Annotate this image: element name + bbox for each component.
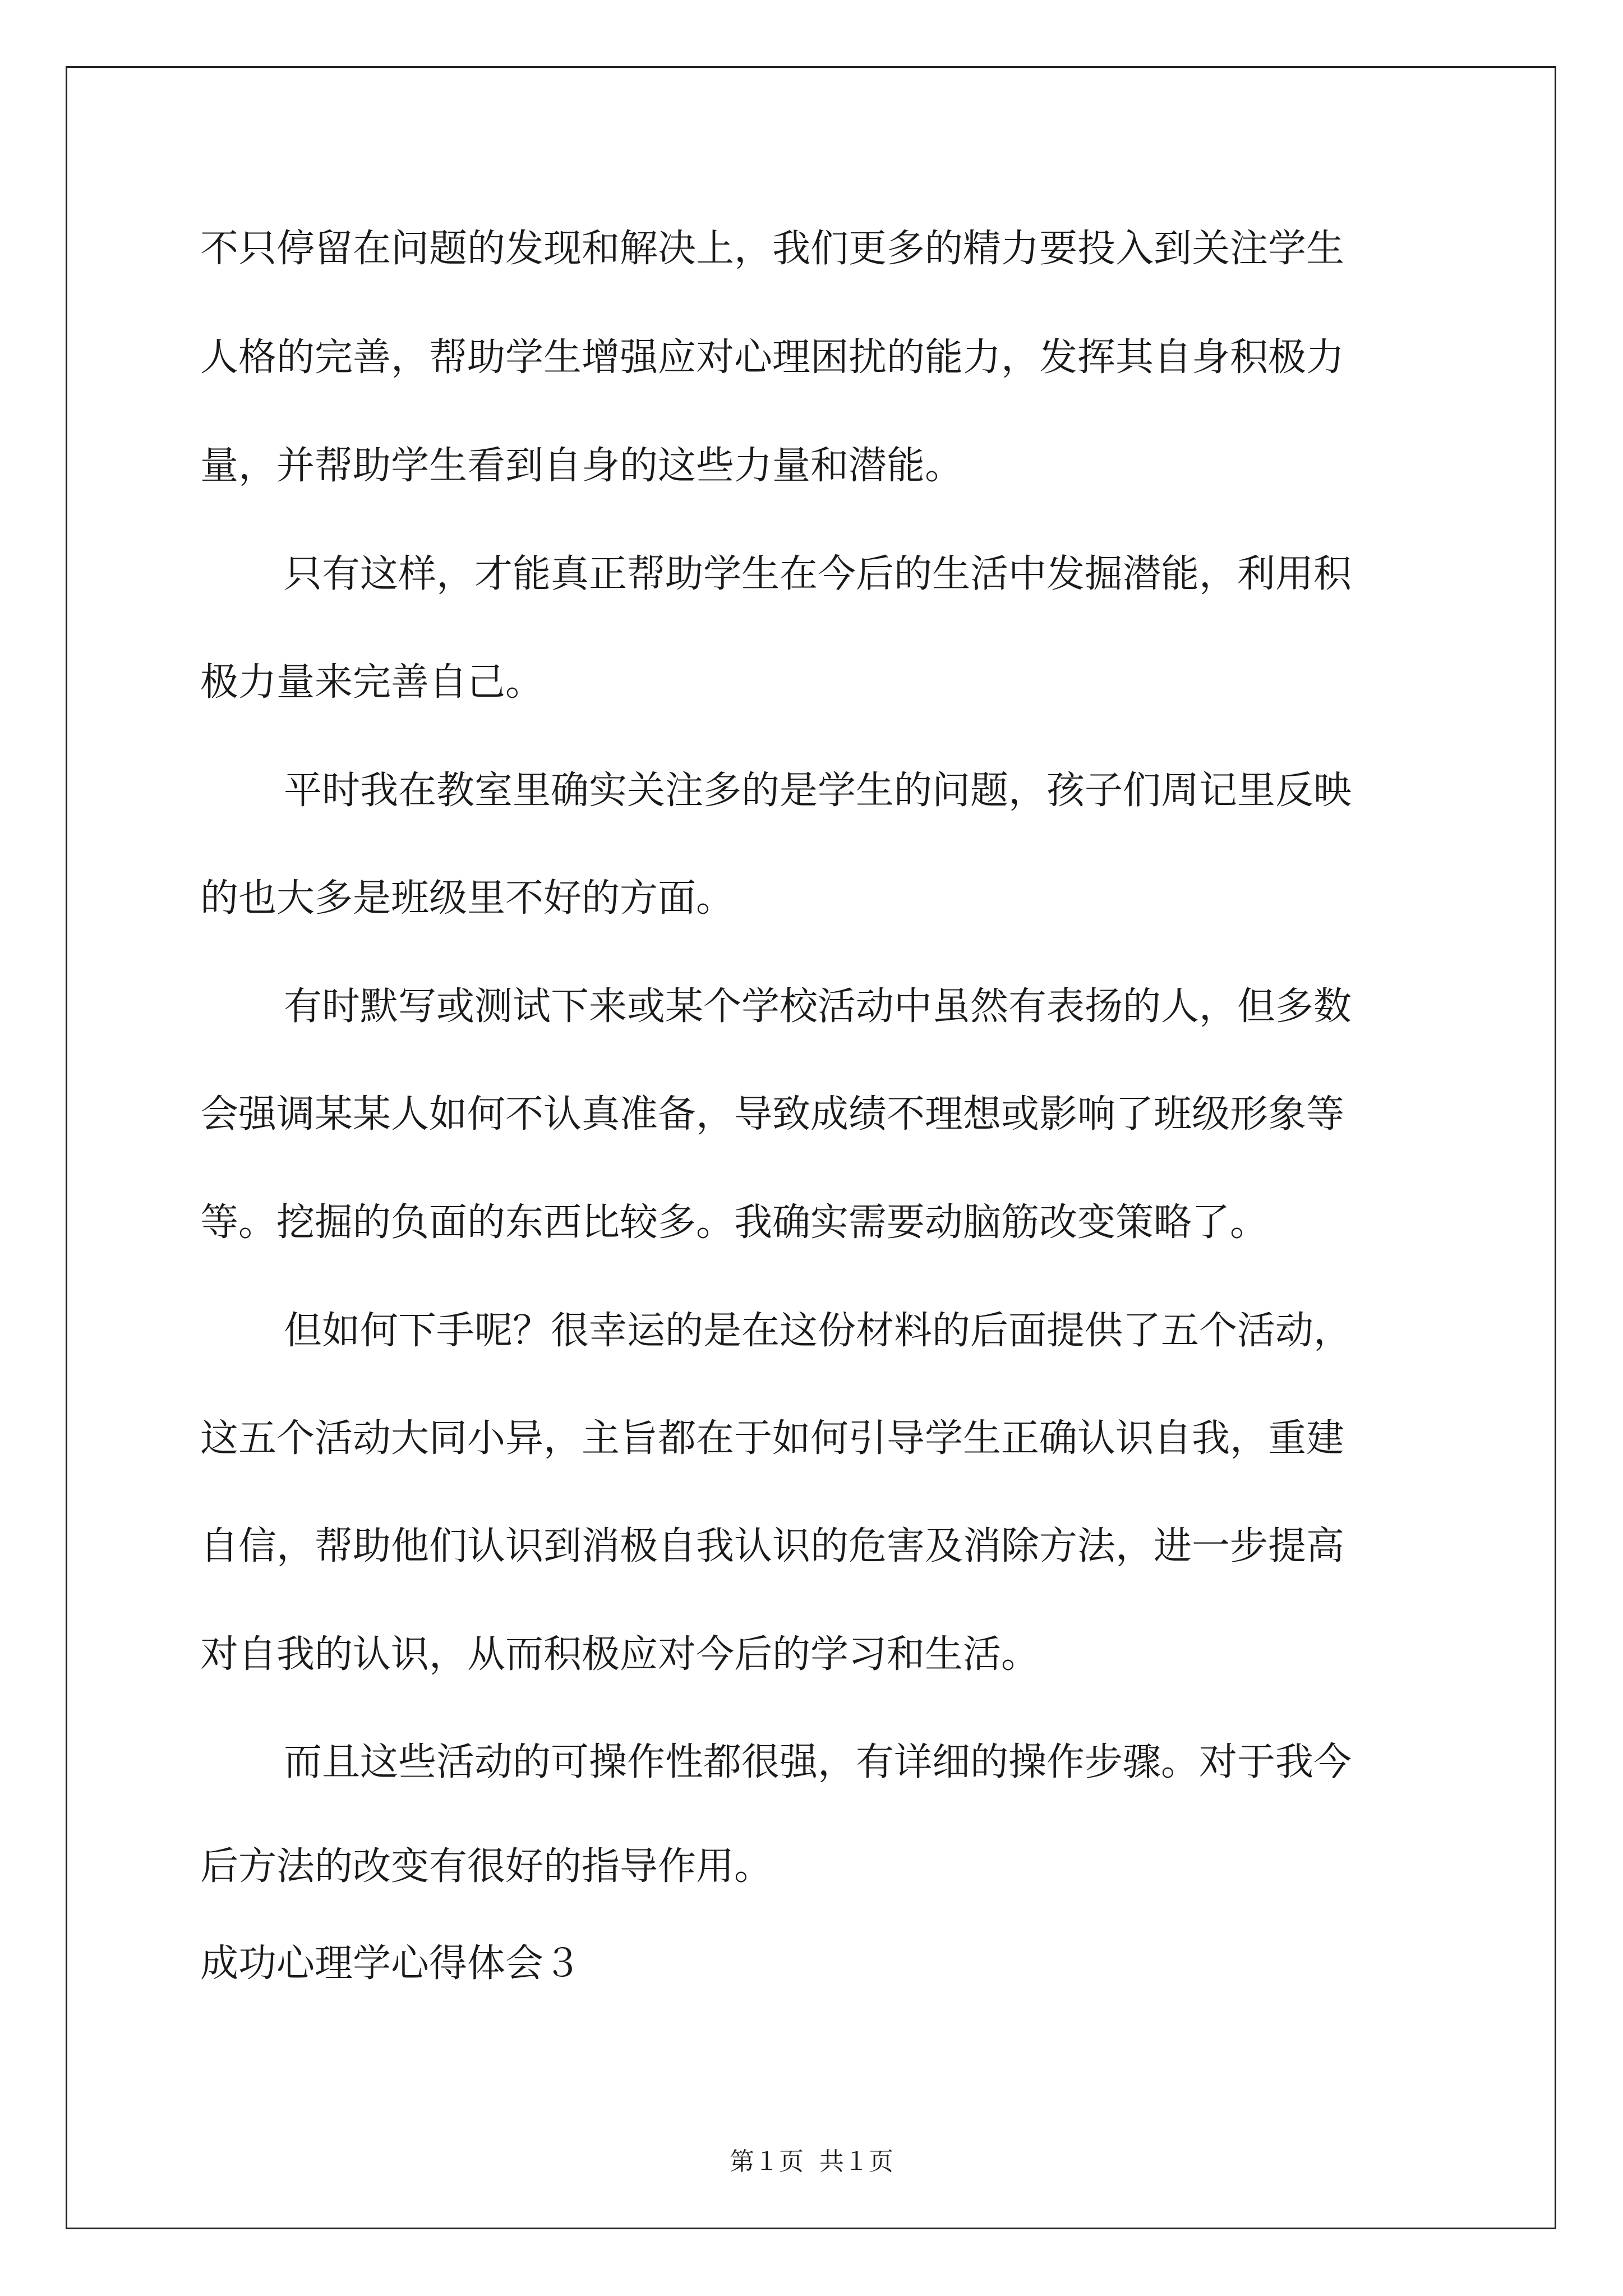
paragraph-line: 只有这样，才能真正帮助学生在今后的生活中发掘潜能，利用积 bbox=[284, 552, 1352, 596]
paragraph-line: 有时默写或测试下来或某个学校活动中虽然有表扬的人，但多数 bbox=[284, 984, 1352, 1029]
paragraph-line: 量，并帮助学生看到自身的这些力量和潜能。 bbox=[200, 444, 963, 488]
page-footer bbox=[0, 2141, 1623, 2177]
paragraph-line: 的也大多是班级里不好的方面。 bbox=[200, 876, 735, 921]
page-border bbox=[66, 66, 1556, 2229]
paragraph-line: 极力量来完善自己。 bbox=[200, 660, 544, 705]
paragraph-line: 不只停留在问题的发现和解决上，我们更多的精力要投入到关注学生 bbox=[200, 227, 1345, 271]
paragraph-line: 会强调某某人如何不认真准备，导致成绩不理想或影响了班级形象等 bbox=[200, 1092, 1345, 1137]
paragraph-line: 而且这些活动的可操作性都很强，有详细的操作步骤。对于我今 bbox=[284, 1740, 1352, 1784]
paragraph-line: 等。挖掘的负面的东西比较多。我确实需要动脑筋改变策略了。 bbox=[200, 1200, 1269, 1245]
page-number-total: 共１页 bbox=[819, 2147, 893, 2176]
paragraph-line: 自信，帮助他们认识到消极自我认识的危害及消除方法，进一步提高 bbox=[200, 1524, 1345, 1568]
paragraph-line: 对自我的认识，从而积极应对今后的学习和生活。 bbox=[200, 1632, 1040, 1677]
paragraph-line: 这五个活动大同小异，主旨都在于如何引导学生正确认识自我，重建 bbox=[200, 1416, 1345, 1461]
paragraph-line: 平时我在教室里确实关注多的是学生的问题，孩子们周记里反映 bbox=[284, 769, 1352, 813]
paragraph-line: 后方法的改变有很好的指导作用。 bbox=[200, 1844, 773, 1889]
paragraph-line: 但如何下手呢？很幸运的是在这份材料的后面提供了五个活动， bbox=[284, 1309, 1352, 1353]
paragraph-line: 人格的完善，帮助学生增强应对心理困扰的能力，发挥其自身积极力 bbox=[200, 335, 1345, 380]
section-heading: 成功心理学心得体会３ bbox=[200, 1941, 582, 1986]
page-number-current: 第１页 bbox=[730, 2147, 804, 2176]
